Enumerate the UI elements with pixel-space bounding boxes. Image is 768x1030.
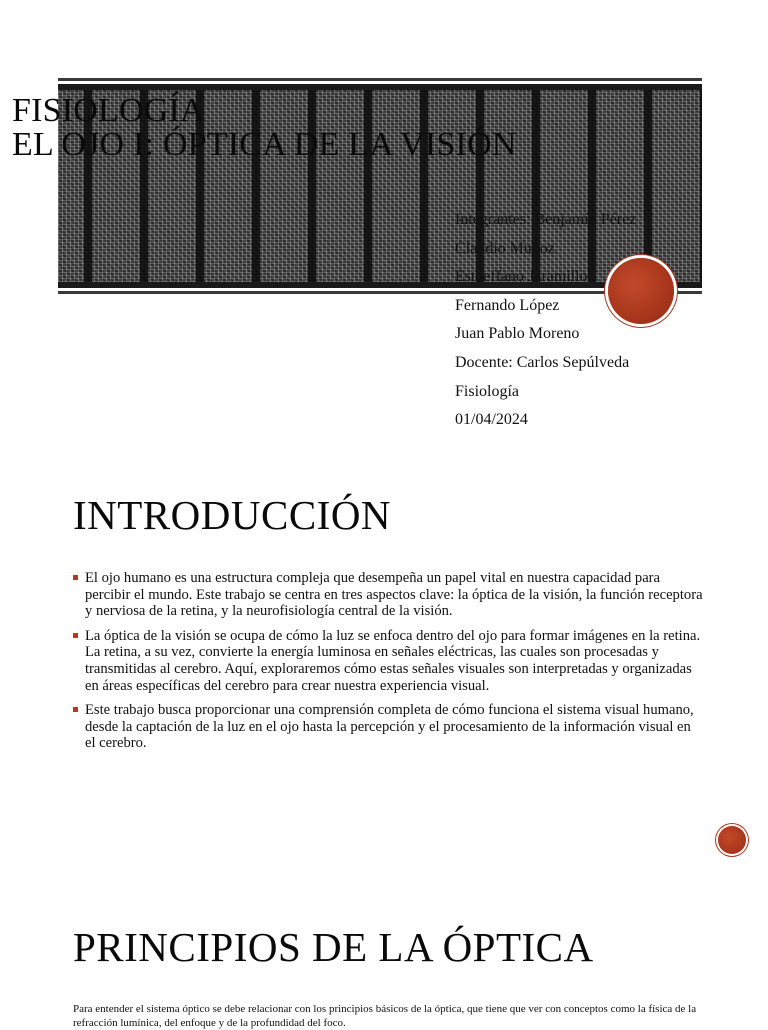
optics-heading: PRINCIPIOS DE LA ÓPTICA xyxy=(73,924,594,970)
title-line-1: FISIOLOGÍA xyxy=(12,92,205,129)
title-line-2: EL OJO I: ÓPTICA DE LA VISIÓN xyxy=(12,126,517,163)
optics-principles-slide xyxy=(0,890,768,1029)
slide-title xyxy=(12,94,516,162)
info-line: Docente: Carlos Sepúlveda xyxy=(455,353,630,371)
info-line: Juan Pablo Moreno xyxy=(455,325,580,343)
info-line: Claudio Muñoz xyxy=(455,239,555,257)
info-line: Fernando López xyxy=(455,296,560,314)
bullet-item: Este trabajo busca proporcionar una comprensión completa de cómo funciona el sistema visual humano, desde la captación de la luz en el ojo hasta la percepción y el procesamiento de la información visual en el cerebro. xyxy=(73,702,703,752)
decorative-circle-icon xyxy=(608,258,674,324)
bullet-item: La óptica de la visión se ocupa de cómo la luz se enfoca dentro del ojo para formar imágenes en la retina. La retina, a su vez, convierte la energía luminosa en señales eléctricas, las cuales son procesadas y transmitidas al cerebro. Aquí, exploraremos cómo estas señales visuales son interpretadas y organizadas en áreas específicas del cerebro para crear nuestra experiencia visual. xyxy=(73,628,703,694)
info-line: Fisiología xyxy=(455,382,520,400)
author-info xyxy=(455,206,636,435)
introduction-bullets xyxy=(73,570,703,760)
optics-paragraph: Para entender el sistema óptico se debe relacionar con los principios básicos de la óptica, que tiene que ver con conceptos como la física de la refracción lumínica, del enfoque y de la profundidad del foco. xyxy=(73,1003,697,1029)
decorative-circle-icon xyxy=(718,826,746,854)
introduction-heading: INTRODUCCIÓN xyxy=(73,492,392,538)
info-line: Integrantes: Benjamín Pérez xyxy=(455,211,637,228)
introduction-slide xyxy=(0,470,768,890)
info-line: Estheffano Jaramillo xyxy=(455,268,588,286)
info-line: 01/04/2024 xyxy=(455,411,528,429)
bullet-item: El ojo humano es una estructura compleja que desempeña un papel vital en nuestra capacidad para percibir el mundo. Este trabajo se centra en tres aspectos clave: la óptica de la visión, la función receptora y nerviosa de la retina, y la neurofisiología central de la visión. xyxy=(73,570,703,620)
title-slide xyxy=(0,0,768,470)
